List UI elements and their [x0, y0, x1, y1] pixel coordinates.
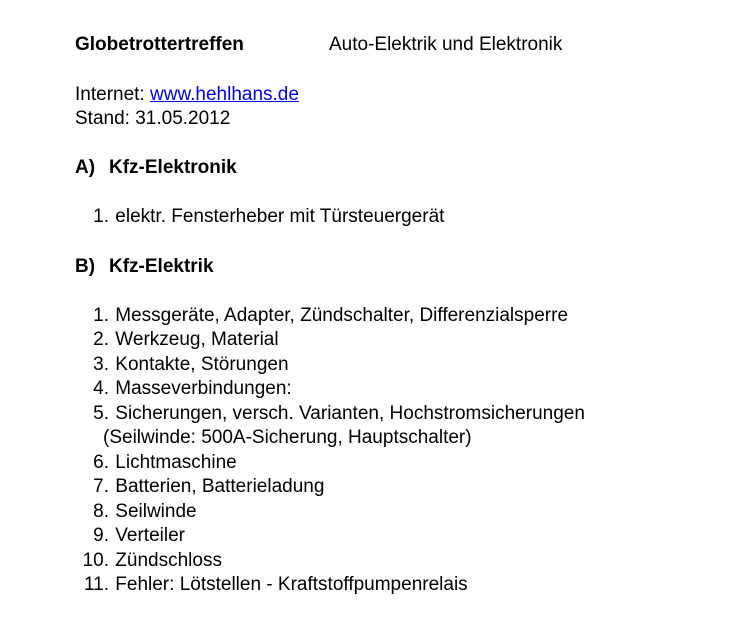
section-b-letter: B) [75, 255, 96, 277]
internet-label: Internet: [75, 84, 150, 105]
list-item [75, 377, 715, 402]
list-item-number: 8. [93, 500, 109, 522]
list-item-text: Masseverbindungen: [115, 378, 292, 399]
list-item-text: Fehler: Lötstellen - Kraftstoffpumpenrelais [115, 574, 468, 595]
list-item [75, 524, 715, 549]
document-subtitle: Auto-Elektrik und Elektronik [329, 34, 563, 55]
list-item-number: 6. [93, 451, 109, 473]
list-item [75, 304, 715, 329]
list-item-number: 1. [93, 304, 109, 326]
list-item [75, 573, 715, 598]
website-link[interactable]: www.hehlhans.de [150, 84, 299, 105]
section-b-heading [75, 255, 715, 279]
list-item-number: 1. [93, 206, 109, 227]
list-item-number: 10. [82, 549, 109, 571]
internet-line [75, 83, 715, 107]
document-header [75, 33, 715, 57]
list-item [75, 205, 715, 230]
stand-line: Stand: 31.05.2012 [75, 108, 231, 129]
list-item [75, 549, 715, 574]
list-item [75, 475, 715, 500]
list-item [75, 328, 715, 353]
section-a-title: Kfz-Elektronik [109, 157, 237, 178]
list-item-number: 3. [93, 353, 109, 375]
list-item [75, 353, 715, 378]
section-a-letter: A) [75, 157, 96, 178]
list-item-text: Batterien, Batterieladung [115, 476, 325, 497]
section-a-heading [75, 156, 715, 180]
list-item-text: Zündschloss [115, 549, 222, 571]
list-item-text: Messgeräte, Adapter, Zündschalter, Differenzialsperre [115, 304, 569, 326]
list-item [75, 451, 715, 476]
list-item-text: Sicherungen, versch. Varianten, Hochstromsicherungen [115, 402, 585, 424]
list-item-number: 2. [93, 329, 109, 350]
list-item-text: Verteiler [115, 525, 185, 546]
section-b-list [75, 304, 715, 598]
list-item-text: Kontakte, Störungen [115, 353, 289, 375]
list-item-number: 4. [93, 378, 109, 399]
list-item [75, 500, 715, 525]
list-item-text: Lichtmaschine [115, 451, 237, 473]
section-a-list [75, 205, 715, 230]
list-item-continuation: (Seilwinde: 500A-Sicherung, Hauptschalter) [103, 427, 472, 448]
list-item [75, 402, 715, 427]
list-item-text: Seilwinde [115, 500, 197, 522]
list-item-number: 7. [93, 476, 109, 497]
document-page [75, 33, 715, 598]
document-meta [75, 83, 715, 131]
section-b-title: Kfz-Elektrik [109, 255, 214, 277]
list-item-text: Werkzeug, Material [115, 329, 279, 350]
list-item-text: elektr. Fensterheber mit Türsteuergerät [115, 206, 445, 227]
list-item-number: 5. [93, 402, 109, 424]
list-item-number: 9. [93, 525, 109, 546]
document-title: Globetrottertreffen [75, 34, 244, 55]
list-item-number: 11. [83, 574, 109, 595]
